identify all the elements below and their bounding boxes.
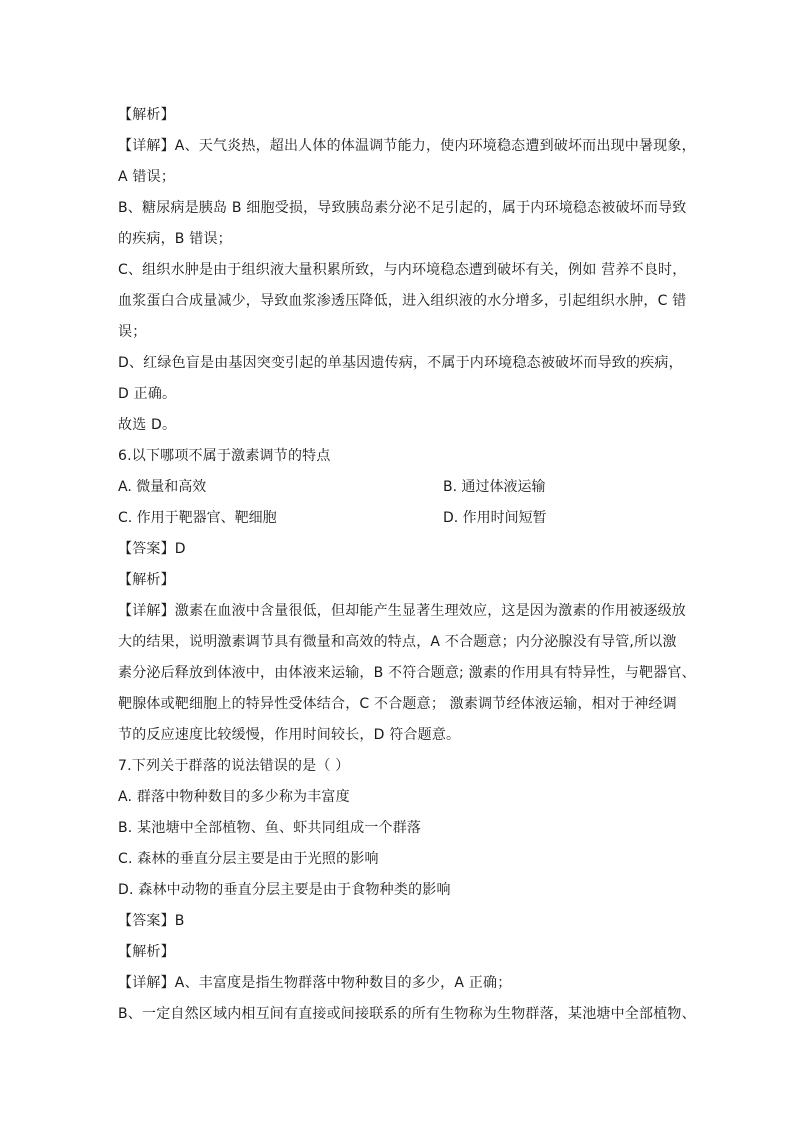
detail-line: D 正确。 [118, 386, 177, 402]
detail-line: C、组织水肿是由于组织液大量积累所致，与内环境稳态遭到破坏有关，例如 营养不良时， [118, 262, 687, 278]
detail-line: 的疾病，B 错误； [118, 231, 232, 247]
detail-line: B、糖尿病是胰岛 B 细胞受损，导致胰岛素分泌不足引起的，属于内环境稳态被破坏而导致 [118, 200, 687, 216]
option-a: A. 微量和高效 [118, 479, 207, 495]
option-d: D. 作用时间短暂 [443, 510, 547, 526]
option-a: A. 群落中物种数目的多少称为丰富度 [118, 789, 350, 805]
option-c: C. 森林的垂直分层主要是由于光照的影响 [118, 851, 379, 867]
analysis-label: 【解析】 [118, 944, 175, 960]
detail-line: 大的结果，说明激素调节具有微量和高效的特点，A 不合题意；内分泌腺没有导管,所以激 [118, 634, 677, 650]
option-c: C. 作用于靶器官、靶细胞 [118, 510, 277, 526]
option-d: D. 森林中动物的垂直分层主要是由于食物种类的影响 [118, 882, 451, 898]
detail-line: D、红绿色盲是由基因突变引起的单基因遗传病，不属于内环境稳态被破坏而导致的疾病， [118, 355, 683, 371]
detail-line: 【详解】A、丰富度是指生物群落中物种数目的多少，A 正确； [118, 975, 512, 991]
question-7-stem: 7.下列关于群落的说法错误的是（ ） [118, 758, 350, 774]
document-page [118, 100, 696, 1030]
detail-line: B、一定自然区域内相互间有直接或间接联系的所有生物称为生物群落，某池塘中全部植物、 [118, 1006, 696, 1022]
analysis-label: 【解析】 [118, 107, 175, 123]
detail-line: 误； [118, 324, 147, 340]
answer-line: 【答案】B [118, 913, 185, 929]
detail-line: 【详解】激素在血液中含量很低，但却能产生显著生理效应，这是因为激素的作用被逐级放 [118, 603, 686, 619]
question-6-options-row-2 [118, 503, 678, 534]
detail-line: A 错误； [118, 169, 176, 185]
option-b: B. 通过体液运输 [443, 479, 546, 495]
question-6-stem: 6.以下哪项不属于激素调节的特点 [118, 448, 331, 464]
detail-line: 靶腺体或靶细胞上的特异性受体结合，C 不合题意； 激素调节经体液运输，相对于神经调 [118, 696, 677, 712]
detail-line: 血浆蛋白合成量减少，导致血浆渗透压降低，进入组织液的水分增多，引起组织水肿，C 错 [118, 293, 687, 309]
detail-line: 【详解】A、天气炎热，超出人体的体温调节能力，使内环境稳态遭到破坏而出现中暑现象， [118, 138, 696, 154]
conclusion-line: 故选 D。 [118, 417, 177, 433]
question-6-options-row-1 [118, 472, 678, 503]
option-b: B. 某池塘中全部植物、鱼、虾共同组成一个群落 [118, 820, 422, 836]
analysis-label: 【解析】 [118, 572, 175, 588]
detail-line: 节的反应速度比较缓慢，作用时间较长，D 符合题意。 [118, 727, 461, 743]
detail-line: 素分泌后释放到体液中，由体液来运输，B 不符合题意; 激素的作用具有特异性，与靶器官、 [118, 665, 696, 681]
answer-line: 【答案】D [118, 541, 186, 557]
